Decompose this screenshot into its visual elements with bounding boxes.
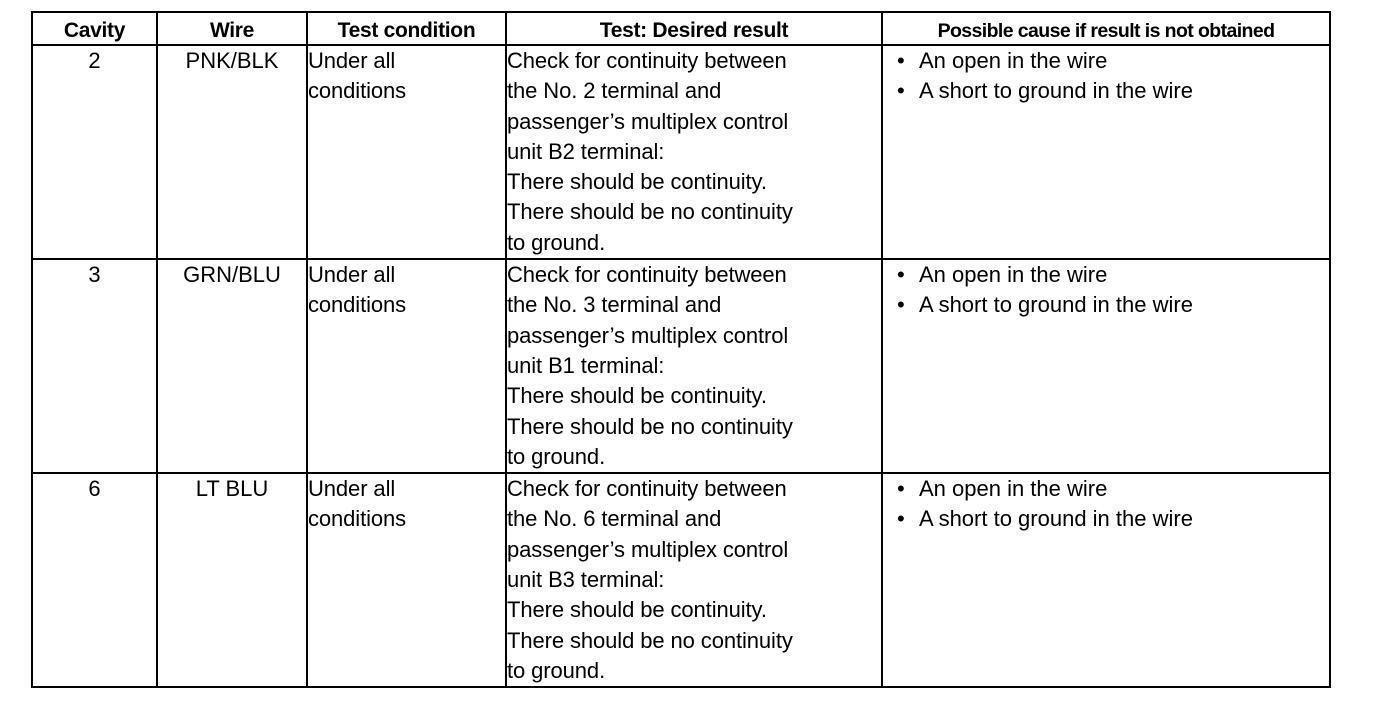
cause-item [897, 76, 1329, 106]
result-line: There should be continuity. [507, 597, 767, 623]
cause-text: A short to ground in the wire [919, 78, 1193, 104]
wire-cell [157, 473, 307, 687]
result-cell [506, 259, 882, 473]
result-line: unit B2 terminal: [507, 138, 665, 164]
bullet-icon: • [897, 292, 905, 318]
header-row [32, 12, 1330, 45]
cause-text: An open in the wire [919, 48, 1108, 73]
cause-list [883, 46, 1329, 107]
condition-cell [307, 473, 506, 687]
result-line: Check for continuity between [507, 262, 787, 288]
wire-color: GRN/BLU [183, 262, 281, 288]
wire-color: LT BLU [195, 476, 269, 502]
cause-item [897, 260, 1329, 290]
cause-list [883, 260, 1329, 321]
cavity-number: 6 [88, 476, 101, 502]
result-line: There should be no continuity [507, 627, 793, 653]
bullet-icon: • [897, 476, 905, 502]
cause-text: A short to ground in the wire [919, 506, 1193, 532]
result-line: There should be no continuity [507, 413, 793, 439]
test-condition: Under all conditions [308, 476, 407, 532]
header-cavity: Cavity [32, 12, 157, 45]
result-cell [506, 45, 882, 259]
table-header [32, 12, 1330, 45]
result-line: Check for continuity between [507, 48, 787, 73]
cavity-number: 3 [88, 262, 101, 288]
test-condition: Under all conditions [308, 48, 407, 104]
table-row [32, 45, 1330, 259]
result-line: unit B1 terminal: [507, 352, 665, 378]
cause-item [897, 474, 1329, 504]
result-line: the No. 3 terminal and [507, 292, 722, 318]
cause-cell [882, 259, 1330, 473]
cause-item [897, 46, 1329, 76]
test-table [31, 11, 1331, 688]
wire-cell [157, 259, 307, 473]
table-body [32, 45, 1330, 687]
result-cell [506, 473, 882, 687]
bullet-icon: • [897, 48, 905, 73]
test-condition: Under all conditions [308, 262, 407, 318]
header-wire: Wire [157, 12, 307, 45]
condition-cell [307, 259, 506, 473]
wire-color: PNK/BLK [185, 48, 279, 73]
table-row [32, 259, 1330, 473]
cause-cell [882, 473, 1330, 687]
result-line: to ground. [507, 229, 606, 255]
bullet-icon: • [897, 506, 905, 532]
result-line: There should be continuity. [507, 169, 767, 195]
wire-cell [157, 45, 307, 259]
result-line: passenger’s multiplex control [507, 108, 789, 134]
cause-item [897, 504, 1329, 534]
result-line: There should be continuity. [507, 383, 767, 409]
bullet-icon: • [897, 78, 905, 104]
cavity-cell [32, 45, 157, 259]
cause-text: A short to ground in the wire [919, 292, 1193, 318]
result-line: the No. 6 terminal and [507, 506, 722, 532]
cause-item [897, 290, 1329, 320]
table-row [32, 473, 1330, 687]
result-line: passenger’s multiplex control [507, 536, 789, 562]
result-line: the No. 2 terminal and [507, 78, 722, 104]
result-line: to ground. [507, 657, 606, 683]
result-line: passenger’s multiplex control [507, 322, 789, 348]
result-line: to ground. [507, 443, 606, 469]
bullet-icon: • [897, 262, 905, 288]
condition-cell [307, 45, 506, 259]
cavity-cell [32, 259, 157, 473]
cause-cell [882, 45, 1330, 259]
test-table-container [31, 11, 1331, 688]
cavity-cell [32, 473, 157, 687]
header-possible-cause: Possible cause if result is not obtained [882, 12, 1330, 45]
header-test-condition: Test condition [307, 12, 506, 45]
header-desired-result: Test: Desired result [506, 12, 882, 45]
cause-text: An open in the wire [919, 262, 1108, 288]
result-line: unit B3 terminal: [507, 567, 665, 593]
cavity-number: 2 [88, 48, 101, 73]
result-line: Check for continuity between [507, 476, 787, 502]
result-line: There should be no continuity [507, 199, 793, 225]
cause-text: An open in the wire [919, 476, 1108, 502]
cause-list [883, 474, 1329, 535]
